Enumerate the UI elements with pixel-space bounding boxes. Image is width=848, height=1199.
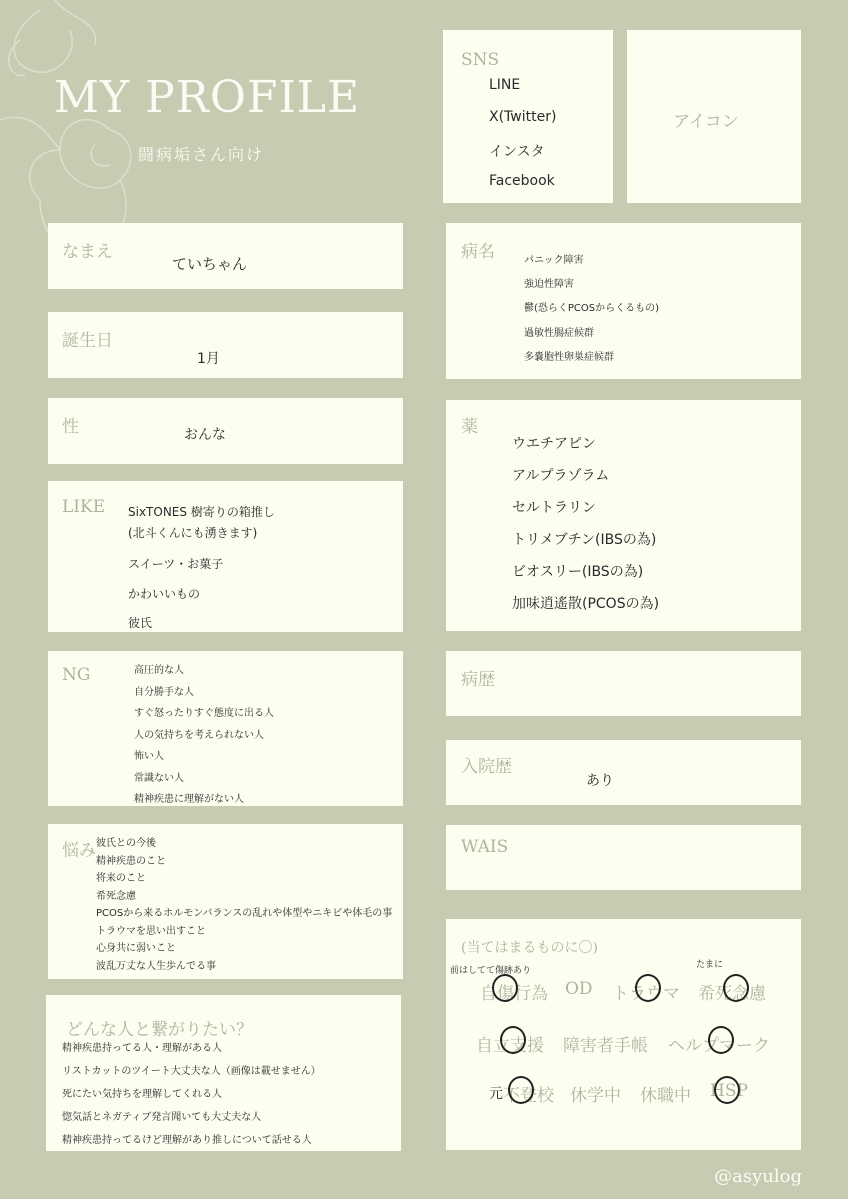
- worries-item: 心身共に弱いこと: [96, 943, 176, 954]
- hospital-label: 入院歴: [461, 757, 512, 777]
- medicine-card: [446, 400, 801, 631]
- ng-item: 高圧的な人: [134, 665, 184, 676]
- page-subtitle: 闘病垢さん向け: [138, 145, 265, 164]
- birthday-value: 1月: [197, 351, 220, 367]
- history-card: [446, 651, 801, 716]
- ng-item: 怖い人: [134, 751, 164, 762]
- like-item: かわいいもの: [128, 587, 201, 601]
- option-od: OD: [565, 979, 593, 999]
- disease-item: 過敏性腸症候群: [524, 327, 594, 339]
- gender-value: おんな: [184, 427, 226, 443]
- name-card: [48, 223, 403, 289]
- medicine-item: 加味逍遙散(PCOSの為): [512, 596, 660, 612]
- option-leave-school: 休学中: [570, 1086, 621, 1106]
- disease-item: パニック障害: [524, 255, 584, 266]
- sns-label: SNS: [461, 50, 500, 70]
- disease-item: 鬱(恐らくPCOSからくるもの): [524, 303, 660, 315]
- disease-item: 多嚢胞性卵巣症候群: [524, 351, 614, 363]
- ng-card: [48, 651, 403, 806]
- like-item: SixTONES 樹寄りの箱推し: [128, 505, 275, 519]
- mark-circle: [635, 974, 661, 1002]
- option-leave-work: 休職中: [640, 1086, 691, 1106]
- checklist-note-left: 前はしてて傷跡あり: [450, 966, 532, 976]
- watermark: @asyulog: [714, 1166, 802, 1187]
- wais-card: [446, 825, 801, 890]
- ng-item: 自分勝手な人: [134, 686, 194, 698]
- ng-item: 精神疾患に理解がない人: [134, 794, 244, 805]
- ng-label: NG: [62, 665, 91, 685]
- like-label: LIKE: [62, 497, 106, 517]
- option-school-refusal: 不登校: [503, 1086, 554, 1106]
- connect-label: どんな人と繋がりたい？: [66, 1020, 253, 1040]
- worries-label: 悩み: [62, 841, 96, 861]
- option-suicidal-ideation: 希死念慮: [698, 984, 766, 1004]
- sns-item-line: LINE: [489, 77, 521, 93]
- history-label: 病歴: [461, 670, 495, 690]
- like-item: 彼氏: [128, 616, 153, 630]
- mark-circle: [500, 1026, 526, 1054]
- connect-item: 精神疾患持ってるけど理解があり推しについて話せる人: [62, 1135, 312, 1146]
- birthday-card: [48, 312, 403, 378]
- medicine-item: ウエチアピン: [512, 436, 596, 452]
- worries-item: 波乱万丈な人生歩んでる事: [96, 960, 216, 972]
- mark-circle: [714, 1076, 740, 1104]
- checklist-card: [446, 919, 801, 1150]
- worries-item: 将来のこと: [96, 873, 146, 884]
- ng-item: 人の気持ちを考えられない人: [134, 729, 264, 741]
- mark-circle: [508, 1076, 534, 1104]
- connect-item: 精神疾患持ってる人・理解がある人: [62, 1043, 222, 1054]
- medicine-item: トリメブチン(IBSの為): [512, 532, 657, 548]
- sns-card: [443, 30, 613, 203]
- mark-circle: [708, 1026, 734, 1054]
- medicine-label: 薬: [461, 417, 478, 437]
- worries-item: トラウマを思い出すこと: [96, 925, 206, 937]
- name-value: ていちゃん: [172, 255, 248, 273]
- mark-circle: [492, 974, 518, 1002]
- option-hsp: HSP: [710, 1081, 748, 1101]
- mark-circle: [723, 974, 749, 1002]
- name-label: なまえ: [62, 242, 113, 262]
- ng-item: すぐ怒ったりすぐ態度に出る人: [134, 708, 274, 719]
- icon-card: [627, 30, 801, 203]
- gender-card: [48, 398, 403, 464]
- sns-item-instagram: インスタ: [489, 144, 545, 160]
- disease-item: 強迫性障害: [524, 279, 574, 291]
- option-self-harm: 自傷行為: [480, 984, 548, 1004]
- medicine-item: アルプラゾラム: [512, 468, 610, 484]
- option-independence-support: 自立支援: [476, 1036, 544, 1056]
- worries-item: 希死念慮: [96, 890, 136, 902]
- option-trauma: トラウマ: [612, 984, 680, 1004]
- medicine-item: セルトラリン: [512, 500, 596, 516]
- checklist-note-right: たまに: [696, 960, 724, 970]
- hospital-card: [446, 740, 801, 805]
- hospital-value: あり: [586, 773, 614, 789]
- like-card: [48, 481, 403, 632]
- worries-item: PCOSから来るホルモンバランスの乱れや体型やニキビや体毛の事: [96, 908, 393, 919]
- sns-item-facebook: Facebook: [489, 173, 555, 189]
- like-item: (北斗くんにも湧きます): [128, 526, 258, 540]
- page-title: MY PROFILE: [54, 72, 361, 123]
- worries-item: 彼氏との今後: [96, 838, 156, 849]
- connect-card: [46, 995, 401, 1151]
- worries-card: [48, 824, 403, 979]
- checklist-label: (当てはまるものに〇): [461, 940, 598, 956]
- option-disability-handbook: 障害者手帳: [563, 1036, 648, 1056]
- gender-label: 性: [62, 417, 79, 437]
- checklist-note-prefix: 元: [489, 1086, 503, 1102]
- option-help-mark: ヘルプマーク: [668, 1036, 770, 1056]
- connect-item: 死にたい気持ちを理解してくれる人: [62, 1089, 222, 1100]
- connect-item: リストカットのツイート大丈夫な人（画像は載せません）: [62, 1066, 321, 1077]
- connect-item: 惚気話とネガティブ発言聞いても大丈夫な人: [62, 1112, 262, 1123]
- like-item: スイーツ・お菓子: [128, 557, 224, 571]
- ng-item: 常識ない人: [134, 772, 184, 784]
- birthday-label: 誕生日: [62, 331, 113, 351]
- disease-card: [446, 223, 801, 379]
- icon-label: アイコン: [673, 112, 739, 132]
- sns-item-x: X(Twitter): [489, 109, 557, 125]
- disease-label: 病名: [461, 242, 495, 262]
- medicine-item: ビオスリー(IBSの為): [512, 564, 644, 580]
- worries-item: 精神疾患のこと: [96, 855, 166, 867]
- wais-label: WAIS: [461, 837, 509, 857]
